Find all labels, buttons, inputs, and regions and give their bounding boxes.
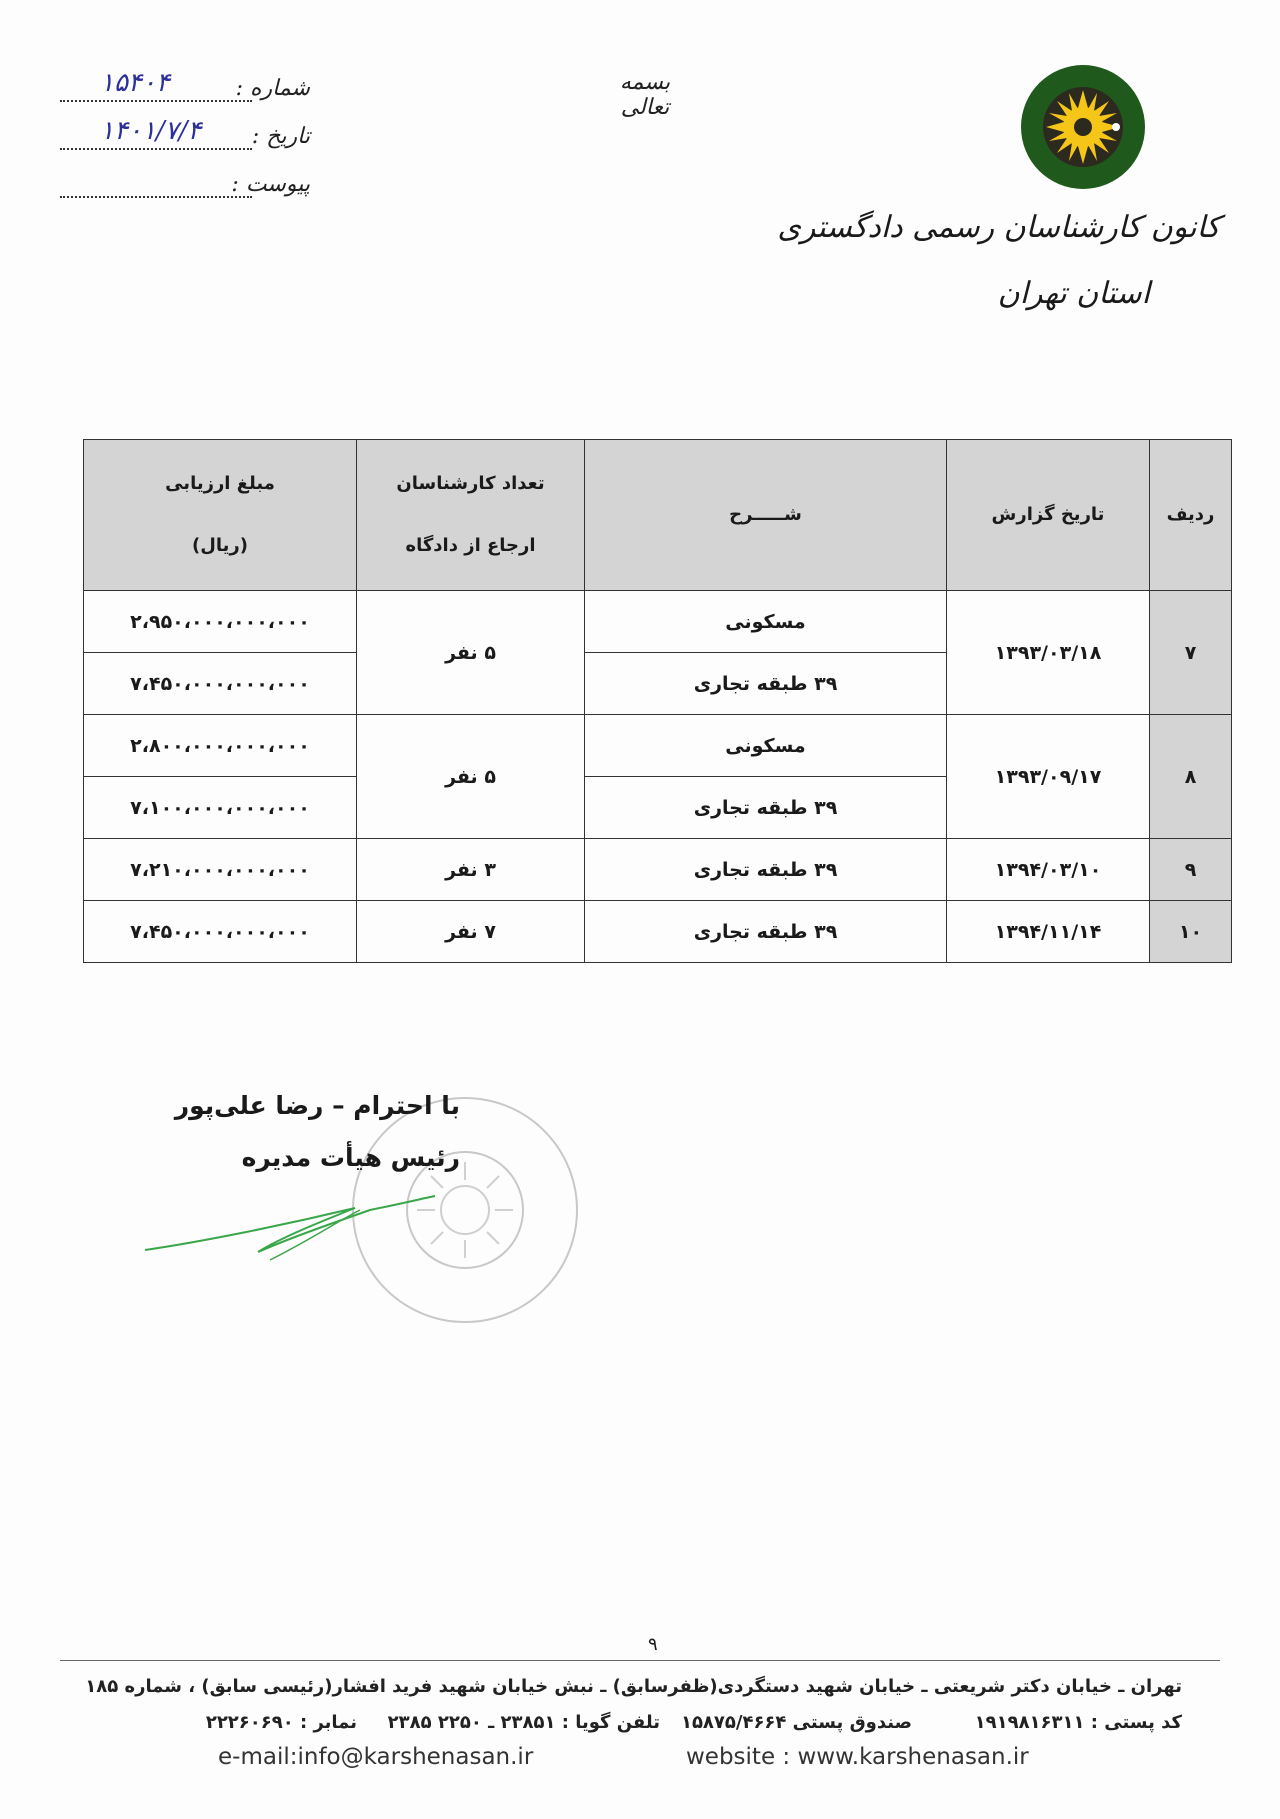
cell-row-no: ۹	[1150, 839, 1232, 901]
header-report-date: تاریخ گزارش	[947, 440, 1150, 591]
cell-description: ۳۹ طبقه تجاری	[585, 839, 947, 901]
cell-amount: ۲،۸۰۰،۰۰۰،۰۰۰،۰۰۰	[84, 715, 357, 777]
header-amount-line1: مبلغ ارزیابی	[165, 473, 275, 494]
footer-fax: نمابر : ۲۲۲۶۰۶۹۰	[205, 1712, 357, 1733]
footer-phone: تلفن گویا : ۲۳۸۵۱ ـ ۲۲۵۰ ۲۳۸۵	[387, 1712, 660, 1733]
table-header-row	[84, 440, 1232, 591]
signature	[140, 1190, 440, 1274]
cell-row-no: ۸	[1150, 715, 1232, 839]
table-row	[84, 839, 1232, 901]
footer-website[interactable]: website : www.karshenasan.ir	[686, 1744, 1029, 1770]
appraisal-table	[83, 439, 1232, 963]
footer-po-box: صندوق پستی ۱۵۸۷۵/۴۶۶۴	[680, 1712, 912, 1733]
table-row	[84, 901, 1232, 963]
meta-attachment-row	[60, 166, 310, 206]
cell-experts: ۵ نفر	[357, 591, 585, 715]
closing-regards: با احترام – رضا علی‌پور	[174, 1091, 460, 1120]
cell-amount: ۷،۴۵۰،۰۰۰،۰۰۰،۰۰۰	[84, 901, 357, 963]
footer-address: تهران ـ خیابان دکتر شریعتی ـ خیابان شهید دستگردی(ظفرسابق) ـ نبش خیابان شهید فرید افشار(رئیسی سابق) ، شماره ۱۸۵	[85, 1676, 1182, 1697]
cell-experts: ۳ نفر	[357, 839, 585, 901]
cell-report-date: ۱۳۹۴/۱۱/۱۴	[947, 901, 1150, 963]
footer-postal-code: کد پستی : ۱۹۱۹۸۱۶۳۱۱	[974, 1712, 1182, 1733]
header-description: شـــــرح	[585, 440, 947, 591]
header-amount-line2: (ریال)	[192, 535, 248, 556]
cell-description: ۳۹ طبقه تجاری	[585, 777, 947, 839]
signature-scribble-icon	[140, 1190, 440, 1270]
bismillah-heading: بسمه تعالی	[619, 70, 671, 120]
cell-experts: ۵ نفر	[357, 715, 585, 839]
meta-attachment-label: پیوست :	[231, 172, 310, 197]
meta-date-line	[60, 148, 252, 150]
cell-report-date: ۱۳۹۴/۰۳/۱۰	[947, 839, 1150, 901]
meta-number-value: ۱۵۴۰۴	[100, 68, 170, 98]
header-row-no: ردیف	[1150, 440, 1232, 591]
header-amount	[84, 440, 357, 591]
meta-date-value: ۱۴۰۱/۷/۴	[100, 116, 202, 146]
cell-row-no: ۷	[1150, 591, 1232, 715]
organization-logo	[1020, 64, 1146, 190]
sun-emblem-icon	[1020, 64, 1146, 190]
cell-description: ۳۹ طبقه تجاری	[585, 901, 947, 963]
organization-name: کانون کارشناسان رسمی دادگستری	[777, 210, 1220, 245]
table-row	[84, 715, 1232, 777]
cell-amount: ۷،۱۰۰،۰۰۰،۰۰۰،۰۰۰	[84, 777, 357, 839]
cell-amount: ۷،۴۵۰،۰۰۰،۰۰۰،۰۰۰	[84, 653, 357, 715]
meta-date-row	[60, 118, 310, 158]
footer-divider	[60, 1660, 1220, 1661]
cell-description: مسکونی	[585, 715, 947, 777]
header-experts-line1: تعداد کارشناسان	[396, 473, 545, 494]
cell-report-date: ۱۳۹۳/۰۹/۱۷	[947, 715, 1150, 839]
cell-description: ۳۹ طبقه تجاری	[585, 653, 947, 715]
header-experts-line2: ارجاع از دادگاه	[405, 535, 536, 556]
meta-attachment-line	[60, 196, 252, 198]
cell-amount: ۷،۲۱۰،۰۰۰،۰۰۰،۰۰۰	[84, 839, 357, 901]
meta-number-row	[60, 70, 310, 110]
meta-number-line	[60, 100, 252, 102]
header-experts	[357, 440, 585, 591]
meta-number-label: شماره :	[235, 76, 310, 101]
organization-province: استان تهران	[997, 276, 1150, 311]
page-number: ۹	[648, 1634, 658, 1655]
meta-date-label: تاریخ :	[251, 124, 310, 149]
closing-block	[160, 1080, 460, 1184]
cell-report-date: ۱۳۹۳/۰۳/۱۸	[947, 591, 1150, 715]
cell-row-no: ۱۰	[1150, 901, 1232, 963]
cell-experts: ۷ نفر	[357, 901, 585, 963]
table-row	[84, 591, 1232, 653]
closing-title: رئیس هیأت مدیره	[241, 1143, 460, 1172]
footer-email[interactable]: e-mail:info@karshenasan.ir	[218, 1744, 534, 1770]
cell-amount: ۲،۹۵۰،۰۰۰،۰۰۰،۰۰۰	[84, 591, 357, 653]
cell-description: مسکونی	[585, 591, 947, 653]
